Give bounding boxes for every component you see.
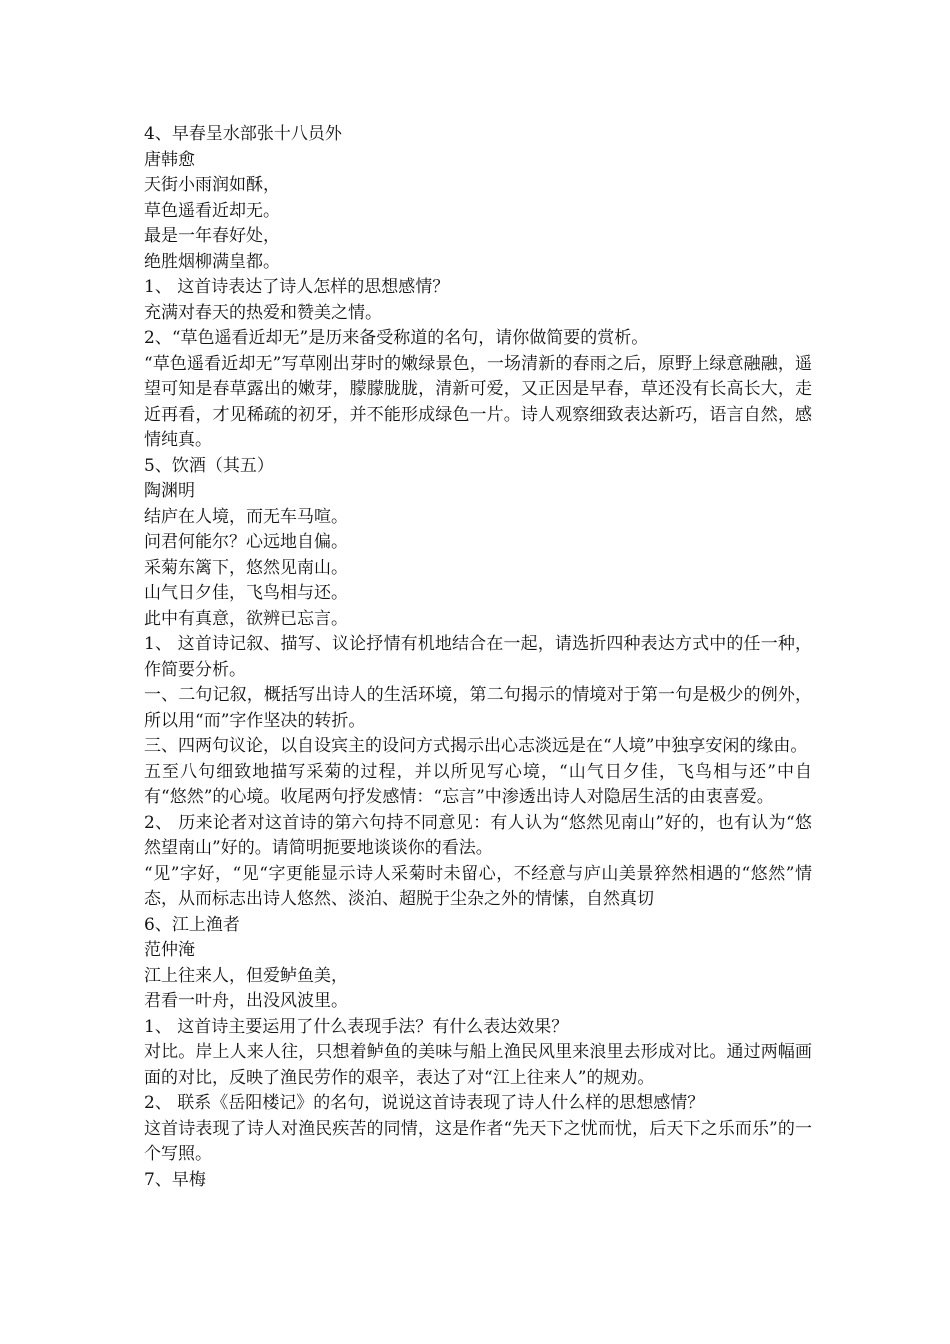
poem-title: 6、江上渔者 (144, 914, 240, 935)
question: 2、 联系《岳阳楼记》的名句，说说这首诗表现了诗人什么样的思想感情？ (144, 1093, 705, 1113)
answer: 充满对春天的热爱和赞美之情。 (144, 302, 382, 323)
question: 1、 这首诗表达了诗人怎样的思想感情？ (144, 277, 450, 297)
poem-title: 4、早春呈水部张十八员外 (144, 124, 342, 144)
question: 2、“草色遥看近却无”是历来备受称道的名句，请你做简要的赏析。 (144, 328, 649, 348)
poem-line: 此中有真意，欲辨已忘言。 (144, 608, 348, 629)
question: 2、 历来论者对这首诗的第六句持不同意见：有人认为“悠然见南山”好的，也有认为“悠然望南山”好的。请简明扼要地谈谈你的看法。 (144, 812, 812, 858)
question: 1、 这首诗记叙、描写、议论抒情有机地结合在一起，请选折四种表达方式中的任一种，作简要分析。 (144, 634, 812, 680)
answer: “见”字好，“见“字更能显示诗人采菊时未留心，不经意与庐山美景猝然相遇的“悠然”情态，从而标志出诗人悠然、淡泊、超脱于尘杂之外的情愫，自然真切 (144, 863, 812, 909)
poem-line: 采菊东篱下，悠然见南山。 (144, 557, 348, 578)
poem-line: 天街小雨润如酥， (144, 175, 280, 195)
answer: 一、二句记叙，概括写出诗人的生活环境，第二句揭示的情境对于第一句是极少的例外，所以用“而”字作坚决的转折。 (144, 685, 812, 731)
poem-line: 最是一年春好处， (144, 226, 280, 246)
poem-title: 5、饮酒（其五） (144, 455, 274, 476)
document-body (144, 122, 812, 1193)
answer: 五至八句细致地描写采菊的过程，并以所见写心境，“山气日夕佳，飞鸟相与还”中自有“悠然”的心境。收尾两句抒发感情：“忘言”中渗透出诗人对隐居生活的由衷喜爱。 (144, 761, 812, 807)
poem-line: 君看一叶舟，出没风波里。 (144, 991, 348, 1011)
poem-title: 7、早梅 (144, 1169, 206, 1190)
poem-author: 范仲淹 (144, 940, 195, 960)
poem-author: 唐韩愈 (144, 149, 195, 170)
question: 1、 这首诗主要运用了什么表现手法？有什么表达效果？ (144, 1016, 569, 1037)
poem-line: 问君何能尔？心远地自偏。 (144, 532, 348, 552)
poem-author: 陶渊明 (144, 481, 195, 501)
answer: 对比。岸上人来人往，只想着鲈鱼的美味与船上渔民风里来浪里去形成对比。通过两幅画面的对比，反映了渔民劳作的艰辛，表达了对“江上往来人”的规劝。 (144, 1042, 812, 1088)
answer: 这首诗表现了诗人对渔民疾苦的同情，这是作者“先天下之忧而忧，后天下之乐而乐”的一个写照。 (144, 1118, 812, 1164)
poem-line: 结庐在人境，而无车马喧。 (144, 506, 348, 527)
answer: “草色遥看近却无”写草刚出芽时的嫩绿景色，一场清新的春雨之后，原野上绿意融融，遥望可知是春草露出的嫩芽，朦朦胧胧，清新可爱，又正因是早春，草还没有长高长大，走近再看，才见稀疏的初牙，并不能形成绿色一片。诗人观察细致表达新巧，语言自然，感情纯真。 (144, 353, 812, 450)
poem-line: 山气日夕佳，飞鸟相与还。 (144, 583, 348, 603)
poem-line: 江上往来人，但爱鲈鱼美， (144, 965, 348, 986)
answer: 三、四两句议论，以自设宾主的设问方式揭示出心志淡远是在“人境”中独享安闲的缘由。 (144, 736, 808, 756)
poem-line: 绝胜烟柳满皇都。 (144, 251, 280, 272)
poem-line: 草色遥看近却无。 (144, 200, 280, 221)
